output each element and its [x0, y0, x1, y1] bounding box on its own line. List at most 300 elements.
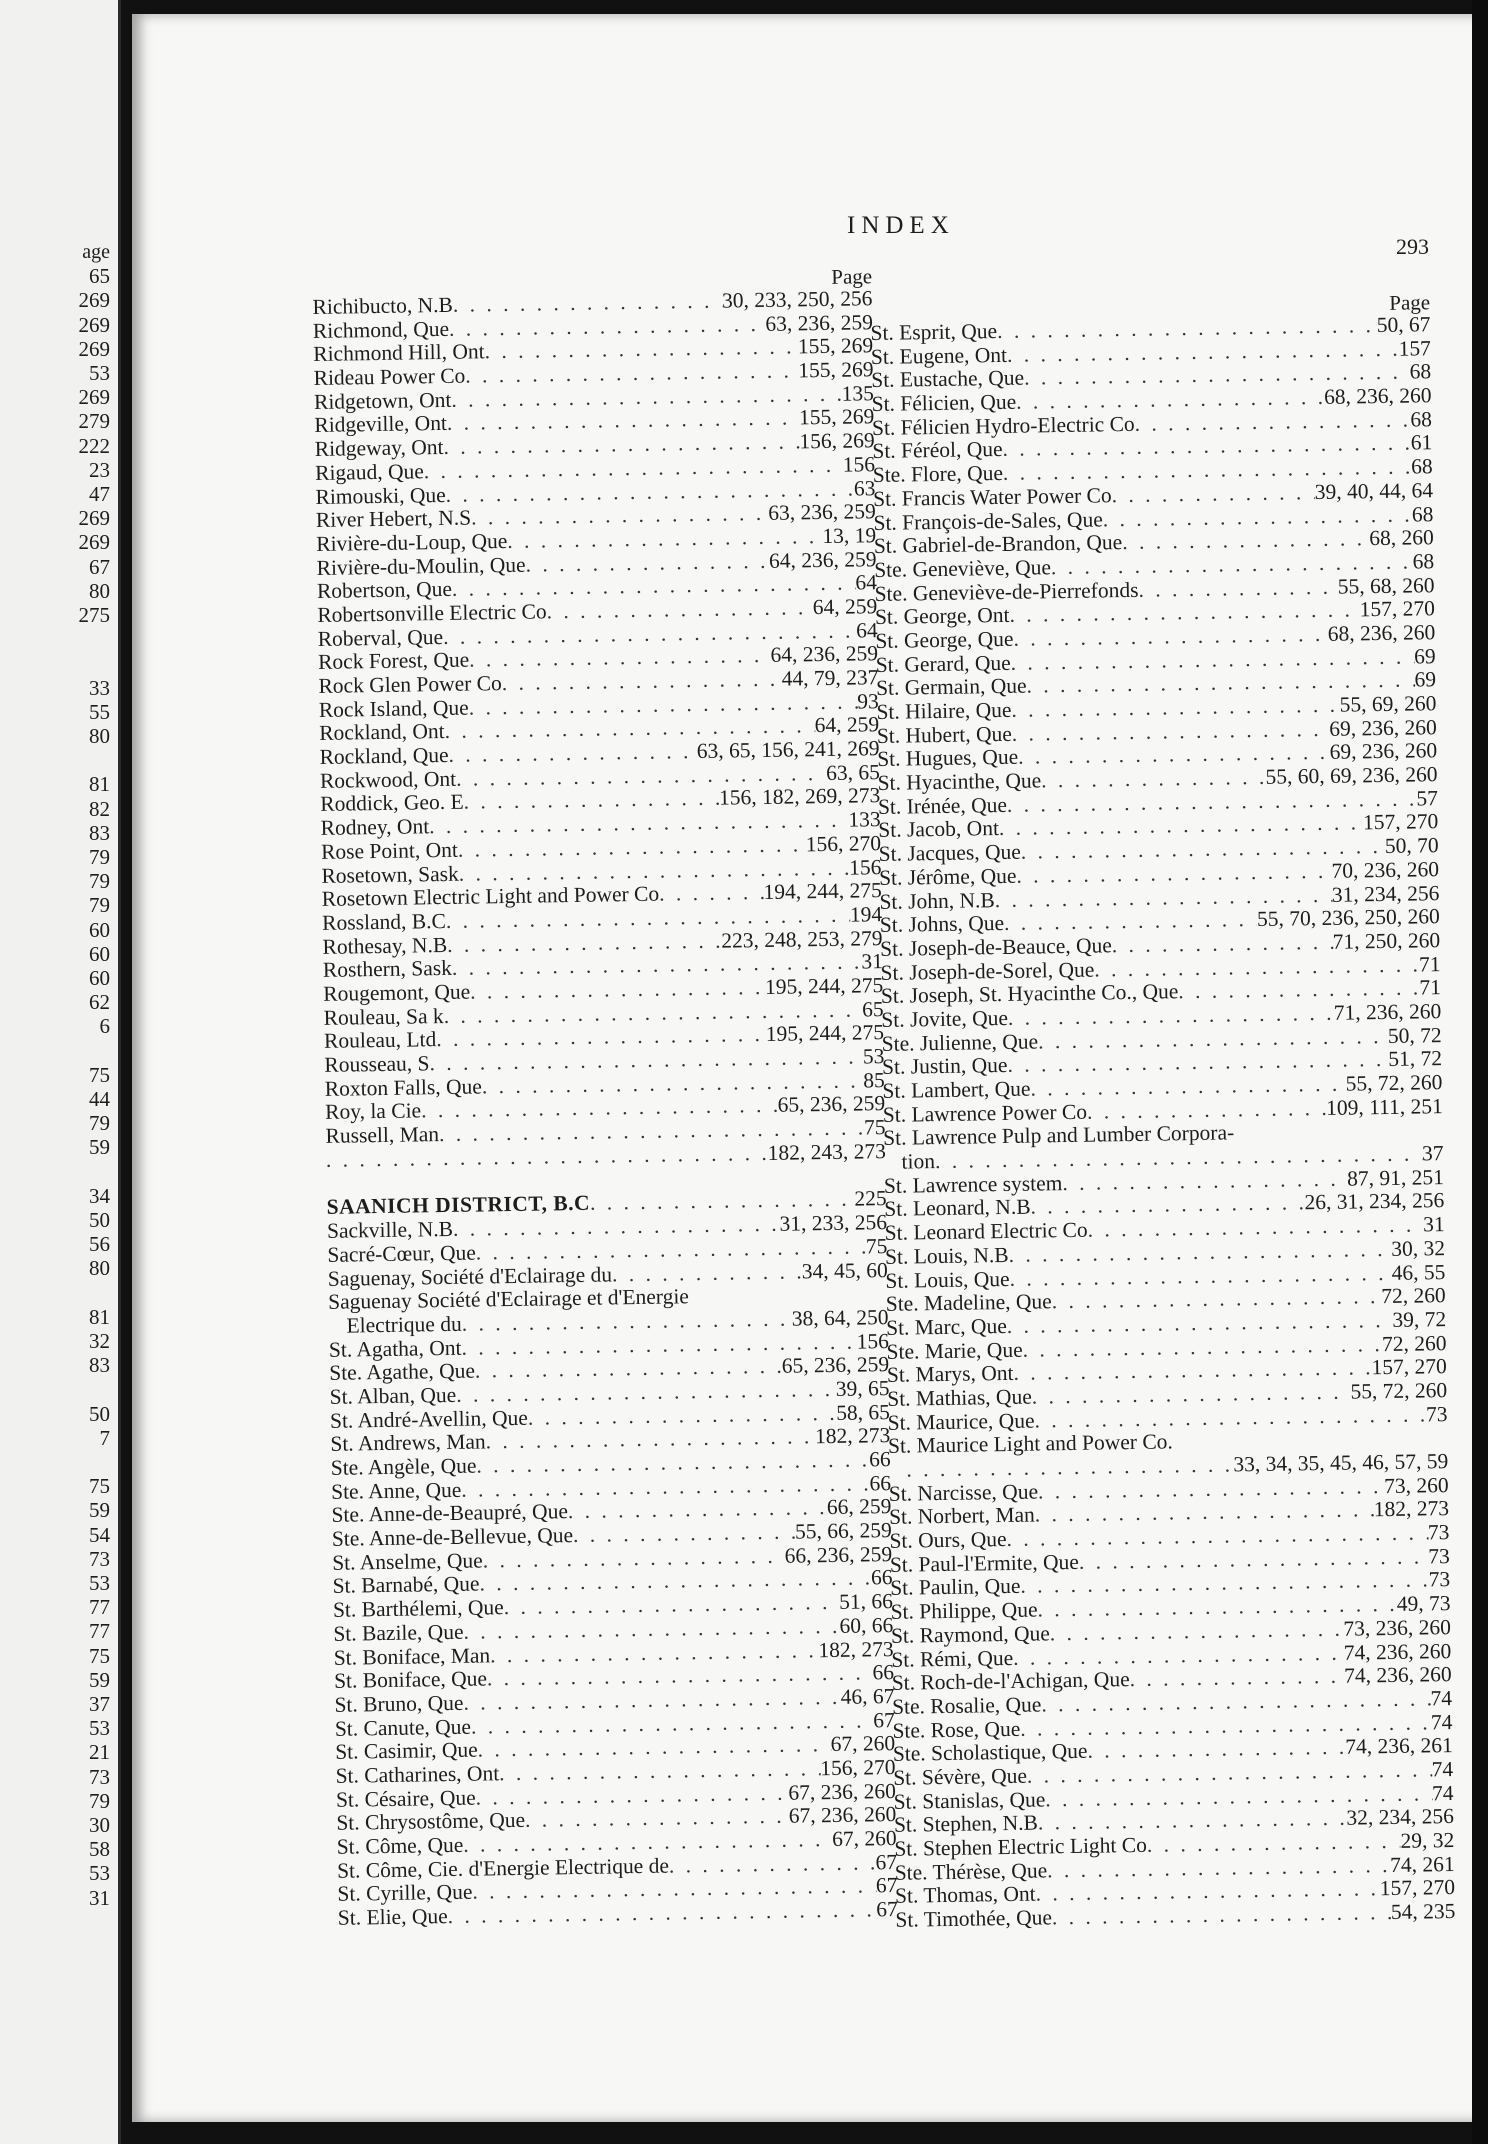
entry-name: Ste. Angèle, Que [330, 1453, 477, 1480]
entry-name: St. Catharines, Ont [335, 1761, 500, 1788]
entry-name: Rockland, Ont [319, 719, 445, 746]
entry-name: St. Côme, Cie. d'Energie Electrique de [336, 1853, 670, 1883]
entry-name: St. Irénée, Que [877, 792, 1008, 819]
entry-name: Robertson, Que [316, 577, 453, 604]
entry-name: St. Eustache, Que [871, 365, 1025, 393]
entry-name: St. Rémi, Que [891, 1645, 1014, 1672]
entry-name: St. Esprit, Que [870, 319, 998, 345]
entry-name: St. Bazile, Que [333, 1619, 464, 1646]
entry-pages: 133 [848, 807, 881, 832]
index-entries [312, 287, 898, 1930]
entry-name: St. Lambert, Que [882, 1076, 1031, 1103]
leader-dots [689, 1300, 888, 1303]
entry-pages: 194, 244, 275 [763, 878, 882, 905]
entry-pages: 63 [853, 475, 876, 501]
facing-page-number: 60 [89, 941, 110, 966]
entry-name: St. Timothée, Que [895, 1905, 1053, 1932]
entry-pages: 67 [873, 1707, 895, 1732]
entry-pages: 67, 260 [830, 1731, 896, 1757]
entry-name: Saguenay, Société d'Eclairage du [327, 1261, 613, 1291]
entry-name: St. Thomas, Ont [894, 1881, 1036, 1909]
entry-name: St. Jacob, Ont [878, 816, 1000, 843]
entry-pages: 157, 270 [1371, 1354, 1448, 1380]
entry-pages: 68 [1409, 359, 1432, 384]
entry-pages: 66, 259 [826, 1494, 892, 1520]
entry-pages: 46, 55 [1391, 1259, 1446, 1285]
entry-pages: 109, 111, 251 [1325, 1093, 1443, 1120]
entry-pages: 194 [849, 902, 883, 927]
entry-pages: 13, 19 [822, 523, 877, 548]
leader-dots [1129, 1665, 1344, 1692]
entry-pages: 73 [1428, 1543, 1450, 1569]
facing-page-number: 32 [89, 1329, 110, 1353]
facing-page-number: 34 [89, 1183, 110, 1208]
entry-pages: 67, 236, 260 [788, 1778, 897, 1805]
entry-pages: 68, 236, 260 [1323, 383, 1432, 409]
entry-pages: 182, 243, 273 [767, 1138, 887, 1165]
facing-page-number: 56 [89, 1232, 110, 1257]
facing-page-number: 82 [89, 796, 110, 821]
entry-pages: 55, 70, 236, 250, 260 [1256, 904, 1440, 932]
entry-pages: 66 [870, 1565, 893, 1590]
facing-page-number: 73 [89, 1764, 110, 1789]
entry-name: St. Stephen, N.B [893, 1810, 1039, 1838]
entry-name: Ste. Anne, Que [330, 1477, 462, 1504]
leader-dots [1173, 1444, 1448, 1448]
entry-pages: 71, 250, 260 [1332, 928, 1441, 954]
entry-name: Ste. Marie, Que [886, 1337, 1023, 1364]
leader-dots [612, 1260, 802, 1287]
entry-name: St. Gerard, Que [875, 650, 1011, 677]
facing-page-number: 269 [78, 336, 110, 361]
entry-name: St. Félicien Hydro-Electric Co [871, 411, 1135, 440]
entry-pages: 32, 234, 256 [1346, 1804, 1455, 1831]
entry-pages: 51, 66 [838, 1589, 894, 1615]
page-title: INDEX [847, 212, 955, 239]
entry-name: Ste. Thérèse, Que [894, 1858, 1048, 1885]
facing-page-number: 269 [78, 506, 110, 531]
entry-pages: 195, 244, 275 [764, 973, 884, 999]
facing-page-fragment [0, 0, 121, 2144]
entry-name: St. Sévère, Que [893, 1763, 1028, 1790]
entry-name: St. Chrysostôme, Que [336, 1808, 526, 1836]
entry-pages: 157 [1398, 335, 1432, 361]
entry-pages: 65, 236, 259 [781, 1352, 890, 1379]
entry-pages: 69 [1413, 643, 1436, 669]
entry-name: Rossland, B.C [322, 908, 447, 935]
entry-pages: 68 [1410, 454, 1433, 479]
leader-dots [1052, 1901, 1391, 1930]
entry-pages: 93 [857, 688, 879, 714]
entry-pages: 51, 72 [1388, 1046, 1443, 1072]
entry-pages: 65 [861, 996, 884, 1022]
entry-pages: 31, 234, 256 [1331, 880, 1440, 907]
facing-page-number: 33 [89, 675, 110, 700]
entry-pages: 67 [875, 1849, 898, 1875]
facing-page-number: 50 [89, 1208, 110, 1232]
facing-page-number: 60 [89, 917, 110, 942]
entry-pages: 55, 72, 260 [1345, 1070, 1443, 1096]
entry-name: Ste. Rosalie, Que [891, 1692, 1042, 1719]
entry-pages: 64, 259 [812, 594, 878, 620]
entry-name: St. Joseph-de-Sorel, Que [880, 957, 1095, 985]
entry-name: Ste. Geneviève, Que [874, 555, 1052, 582]
entry-pages: 74, 236, 260 [1343, 1638, 1452, 1665]
facing-page-number: 75 [89, 1062, 110, 1087]
entry-name: St. Bruno, Que [334, 1690, 464, 1717]
entry-name: St. Louis, Que [885, 1266, 1010, 1293]
entry-pages: 69, 236, 260 [1329, 738, 1438, 765]
entry-pages: 156 [842, 451, 876, 477]
entry-pages: 182, 273 [814, 1423, 891, 1449]
entry-pages: 31 [1422, 1212, 1445, 1237]
entry-name: Sackville, N.B [326, 1217, 454, 1244]
entry-pages: 74, 236, 261 [1345, 1733, 1453, 1759]
leader-dots [1138, 575, 1338, 602]
entry-pages: 34, 45, 60 [801, 1257, 888, 1283]
facing-page-number: 83 [89, 820, 110, 845]
facing-page-number: 47 [89, 482, 110, 506]
entry-name: St. Barthélemi, Que [332, 1595, 504, 1622]
entry-name: Ste. Julienne, Que [881, 1029, 1039, 1056]
facing-page-number: 53 [89, 1861, 110, 1886]
entry-name: Rigaud, Que [314, 459, 424, 485]
entry-pages: 38, 64, 250 [791, 1304, 889, 1331]
facing-page-number: 79 [89, 869, 110, 894]
leader-dots [1111, 481, 1315, 508]
entry-name: Ridgetown, Ont [313, 387, 452, 414]
index-column-right [870, 291, 1456, 1932]
entry-pages: 156 [848, 854, 882, 880]
entry-pages: 55, 68, 260 [1337, 572, 1435, 599]
entry-pages: 73 [1428, 1567, 1451, 1592]
facing-page-number: 80 [89, 724, 110, 748]
entry-name: St. Anselme, Que [332, 1548, 483, 1575]
leader-dots [659, 881, 764, 906]
entry-pages: 55, 69, 260 [1339, 691, 1437, 717]
facing-page-number: 50 [89, 1401, 110, 1426]
entry-pages: 155, 269 [798, 357, 874, 383]
entry-pages: 50, 70 [1384, 833, 1439, 859]
entry-pages: 157, 270 [1362, 809, 1439, 835]
entry-name: St. Johns, Que [879, 911, 1005, 938]
entry-name: Russell, Man [325, 1122, 440, 1148]
facing-page-number: 53 [89, 361, 110, 385]
entry-name: Ste. Rose, Que [892, 1716, 1021, 1743]
entry-pages: 55, 72, 260 [1350, 1378, 1448, 1404]
entry-pages: 31, 233, 256 [779, 1210, 888, 1236]
entry-name: St. Eugene, Ont [870, 342, 1008, 369]
entry-name: Rodney, Ont [320, 814, 430, 841]
facing-page-number: 62 [89, 990, 110, 1015]
entry-name: Saguenay Société d'Eclairage et d'Energie [327, 1284, 690, 1315]
entry-pages: 68, 236, 260 [1327, 620, 1436, 646]
facing-page-number: 275 [78, 603, 110, 627]
entry-name: St. Marys, Ont [886, 1361, 1014, 1388]
entry-pages: 63, 65, 156, 241, 269 [696, 736, 880, 764]
entry-pages: 75 [863, 1115, 886, 1140]
entry-pages: 66, 236, 259 [784, 1541, 893, 1568]
entry-pages: 156, 270 [820, 1754, 896, 1781]
entry-name: St. Jérôme, Que [878, 863, 1017, 890]
entry-name: St. Louis, N.B [884, 1242, 1009, 1269]
leader-dots [1234, 1136, 1443, 1139]
entry-name: Rimouski, Que [315, 482, 446, 509]
facing-page-number: 222 [78, 433, 110, 458]
page-column-label: Page [1389, 290, 1431, 315]
entry-pages: 156 [856, 1328, 890, 1354]
scan-border [1472, 0, 1488, 2144]
facing-page-number: 269 [78, 288, 110, 313]
facing-page-number: 269 [78, 385, 110, 410]
entry-pages: 155, 269 [797, 333, 874, 359]
entry-pages: 74 [1430, 1709, 1453, 1734]
entry-pages: 72, 260 [1381, 1283, 1446, 1309]
facing-page-number: 80 [89, 1256, 110, 1281]
entry-name: Ste. Agathe, Que [329, 1358, 476, 1386]
facing-page-number: 37 [89, 1692, 110, 1716]
entry-name: St. John, N.B [879, 887, 995, 914]
entry-pages: 61 [1410, 430, 1433, 455]
entry-pages: 85 [863, 1067, 885, 1093]
facing-page-number: 6 [99, 1014, 110, 1039]
entry-pages: 73 [1425, 1401, 1448, 1427]
entry-name: St. Jovite, Que [881, 1005, 1009, 1032]
entry-pages: 39, 40, 44, 64 [1314, 477, 1434, 504]
entry-pages: 223, 248, 253, 279 [721, 925, 883, 953]
entry-pages: 87, 91, 251 [1346, 1164, 1445, 1191]
index-entries [870, 313, 1455, 1932]
entry-name: St. Côme, Que [336, 1832, 464, 1859]
facing-page-number: 60 [89, 966, 110, 990]
facing-page-number: 79 [89, 845, 110, 869]
entry-name: St. Andrews, Man [330, 1429, 486, 1457]
entry-name: St. Stephen Electric Light Co [894, 1832, 1148, 1861]
entry-pages: 67 [876, 1897, 898, 1922]
entry-name: St. Gabriel-de-Brandon, Que [873, 530, 1123, 559]
entry-pages: 156, 270 [805, 830, 882, 857]
entry-name: St. Leonard Electric Co [884, 1217, 1088, 1246]
entry-name: St. Philippe, Que [890, 1597, 1038, 1624]
entry-name: St. Casimir, Que [335, 1737, 478, 1765]
entry-pages: 53 [862, 1044, 885, 1069]
entry-name: St. Jacques, Que [878, 839, 1021, 867]
entry-pages: 46, 67 [840, 1683, 895, 1709]
entry-pages: 29, 32 [1400, 1828, 1455, 1853]
entry-name: St. François-de-Sales, Que [873, 506, 1103, 535]
entry-name: Rock Forest, Que [317, 647, 470, 675]
entry-name: Roberval, Que [317, 624, 444, 651]
entry-pages: 30, 233, 250, 256 [721, 286, 873, 313]
entry-name: St. Boniface, Que [333, 1666, 488, 1694]
entry-name: St. Roch-de-l'Achigan, Que [891, 1667, 1130, 1696]
entry-name: St. Germain, Que [875, 673, 1027, 701]
entry-name: St. Agatha, Ont [328, 1335, 462, 1362]
entry-pages: 74, 236, 260 [1343, 1662, 1452, 1688]
entry-pages: 37 [1421, 1141, 1444, 1166]
entry-pages: 73, 260 [1384, 1472, 1449, 1498]
facing-page-number: age [82, 241, 110, 263]
entry-name: Rivière-du-Moulin, Que [316, 552, 526, 580]
entry-pages: 71, 236, 260 [1333, 999, 1442, 1025]
entry-name: St. Norbert, Man [888, 1502, 1035, 1530]
entry-name: Rose Point, Ont [320, 837, 459, 864]
entry-name: St. Francis Water Power Co [872, 483, 1112, 511]
entry-pages: 64, 236, 259 [770, 641, 879, 668]
entry-pages: 71 [1418, 951, 1441, 977]
entry-pages: 63, 236, 259 [768, 499, 876, 526]
entry-name: St. Elie, Que [337, 1904, 448, 1930]
entry-pages: 58, 65 [836, 1399, 891, 1425]
entry-name: St. Hubert, Que [876, 721, 1012, 748]
entry-name: Ste. Flore, Que [872, 461, 1004, 488]
entry-name: Rockwood, Ont [319, 766, 457, 793]
entry-name: Rosetown, Sask [321, 861, 459, 888]
entry-name: St. Hilaire, Que [876, 697, 1012, 724]
entry-pages: 156, 182, 269, 273 [718, 783, 881, 811]
entry-pages: 66 [868, 1447, 891, 1472]
index-column-left [312, 265, 898, 1930]
entry-pages: 157, 270 [1359, 596, 1436, 622]
facing-page-number: 21 [89, 1740, 110, 1765]
facing-page-number: 55 [89, 699, 110, 724]
entry-pages: 54, 235 [1390, 1899, 1456, 1925]
entry-pages: 55, 60, 69, 236, 260 [1265, 762, 1438, 789]
entry-name: Sacré-Cœur, Que [327, 1240, 476, 1267]
entry-pages: 66 [869, 1470, 892, 1496]
entry-pages: 69 [1414, 667, 1437, 692]
entry-pages: 64, 259 [814, 712, 880, 738]
facing-page-number: 81 [89, 1304, 110, 1329]
leader-dots [1087, 1097, 1326, 1124]
entry-pages: 44, 79, 237 [781, 665, 879, 691]
entry-name: St. André-Avellin, Que [329, 1405, 529, 1433]
leader-dots [669, 1851, 876, 1878]
entry-pages: 31 [861, 949, 884, 974]
facing-page-number: 54 [89, 1522, 110, 1547]
entry-name: Electrique du [346, 1311, 462, 1338]
entry-pages: 73, 236, 260 [1343, 1614, 1452, 1641]
entry-pages: 68 [1411, 501, 1434, 527]
facing-page-number: 73 [89, 1546, 110, 1571]
entry-name: St. Boniface, Man [333, 1642, 491, 1670]
entry-pages: 50, 72 [1387, 1022, 1442, 1048]
entry-name: St. Paulin, Que [890, 1574, 1021, 1601]
facing-page-number: 269 [78, 312, 110, 337]
entry-name: Richmond Hill, Ont [313, 339, 485, 367]
entry-pages: 63, 236, 259 [765, 309, 874, 336]
entry-name: Roxton Falls, Que [324, 1074, 483, 1101]
facing-page-number: 83 [89, 1353, 110, 1378]
entry-name: St. Stanislas, Que [893, 1787, 1046, 1814]
entry-pages: 70, 236, 260 [1331, 856, 1440, 883]
entry-name: Rouleau, Ltd [323, 1027, 437, 1054]
entry-name: St. Joseph-de-Beauce, Que [880, 933, 1113, 961]
entry-pages: 71 [1419, 975, 1442, 1000]
entry-name: St. Joseph, St. Hyacinthe Co., Que [880, 979, 1179, 1009]
facing-page-number: 30 [89, 1813, 110, 1837]
entry-name: St. Hugues, Que [877, 745, 1019, 772]
entry-name: Ste. Geneviève-de-Pierrefonds [874, 577, 1139, 606]
entry-pages: 73 [1427, 1520, 1450, 1545]
entry-pages: 68 [1412, 549, 1435, 574]
entry-name: Rockland, Que [319, 742, 449, 770]
entry-pages: 74, 261 [1389, 1851, 1455, 1877]
entry-pages: 57 [1416, 785, 1439, 811]
entry-name: St. Maurice Light and Power Co. [887, 1429, 1174, 1459]
facing-page-number: 23 [89, 457, 110, 482]
entry-name: St. Alban, Que [329, 1382, 457, 1409]
entry-pages: 64 [855, 570, 878, 595]
facing-page-number: 59 [89, 1498, 110, 1523]
entry-name: St. Maurice, Que [887, 1408, 1035, 1435]
entry-name: St. George, Ont [874, 603, 1010, 630]
facing-page-number: 75 [89, 1474, 110, 1499]
entry-name: Ridgeville, Ont [314, 411, 448, 438]
entry-pages: 182, 273 [1373, 1496, 1450, 1522]
entry-name: St. Narcisse, Que [888, 1479, 1039, 1506]
entry-pages: 63, 65 [825, 759, 881, 785]
entry-name: St. Canute, Que [334, 1714, 472, 1741]
entry-name: St. Lawrence Pulp and Lumber Corpora- [882, 1120, 1235, 1151]
facing-page-number: 65 [89, 264, 110, 289]
entry-name: Rideau Power Co [313, 363, 466, 391]
entry-pages: 74 [1431, 1756, 1454, 1782]
entry-name: River Hebert, N.S [315, 505, 472, 533]
facing-page-number: 79 [89, 893, 110, 918]
entry-pages: 55, 66, 259 [794, 1518, 892, 1544]
entry-pages: 50, 67 [1376, 312, 1431, 338]
facing-page-number: 77 [89, 1619, 110, 1644]
facing-page-number: 279 [78, 409, 110, 434]
entry-name: St. Lawrence system [883, 1170, 1063, 1198]
entry-pages: 30, 32 [1391, 1235, 1446, 1261]
index-page [132, 14, 1488, 2122]
entry-pages: 65, 236, 259 [777, 1091, 886, 1118]
entry-name: St. Paul-l'Ermite, Que [889, 1549, 1080, 1577]
entry-pages: 155, 269 [798, 404, 875, 430]
entry-pages: 157, 270 [1379, 1875, 1456, 1901]
entry-pages: 66 [872, 1660, 895, 1685]
entry-name: Rosetown Electric Light and Power Co [321, 881, 660, 912]
page-number: 293 [1396, 234, 1429, 259]
entry-name: Rock Island, Que [318, 695, 469, 722]
entry-pages: 75 [865, 1233, 888, 1259]
entry-name: Rock Glen Power Co [318, 671, 502, 698]
facing-page-number: 269 [78, 530, 110, 555]
entry-name: tion [901, 1149, 936, 1174]
entry-pages: 68 [1410, 406, 1433, 432]
entry-pages: 67, 236, 260 [788, 1802, 897, 1829]
facing-page-number: 53 [89, 1571, 110, 1595]
entry-pages: 156, 269 [799, 428, 875, 454]
entry-pages: 64 [855, 617, 878, 643]
entry-name: Rougemont, Que [323, 979, 471, 1006]
facing-page-number: 79 [89, 1788, 110, 1813]
entry-name: Rosthern, Sask [322, 956, 453, 983]
entry-name: Richibucto, N.B [312, 292, 454, 319]
facing-page-number: 53 [89, 1716, 110, 1741]
page-column-label: Page [831, 264, 873, 289]
entry-name: St. Leonard, N.B [884, 1195, 1031, 1222]
facing-page-number: 75 [89, 1643, 110, 1668]
facing-page-number: 80 [89, 578, 110, 603]
entry-name: Ste. Anne-de-Bellevue, Que [331, 1523, 574, 1551]
entry-name: Rousseau, S [324, 1051, 430, 1077]
facing-page-number: 81 [89, 772, 110, 797]
leader-dots [1041, 766, 1266, 793]
leader-dots [573, 1521, 795, 1548]
